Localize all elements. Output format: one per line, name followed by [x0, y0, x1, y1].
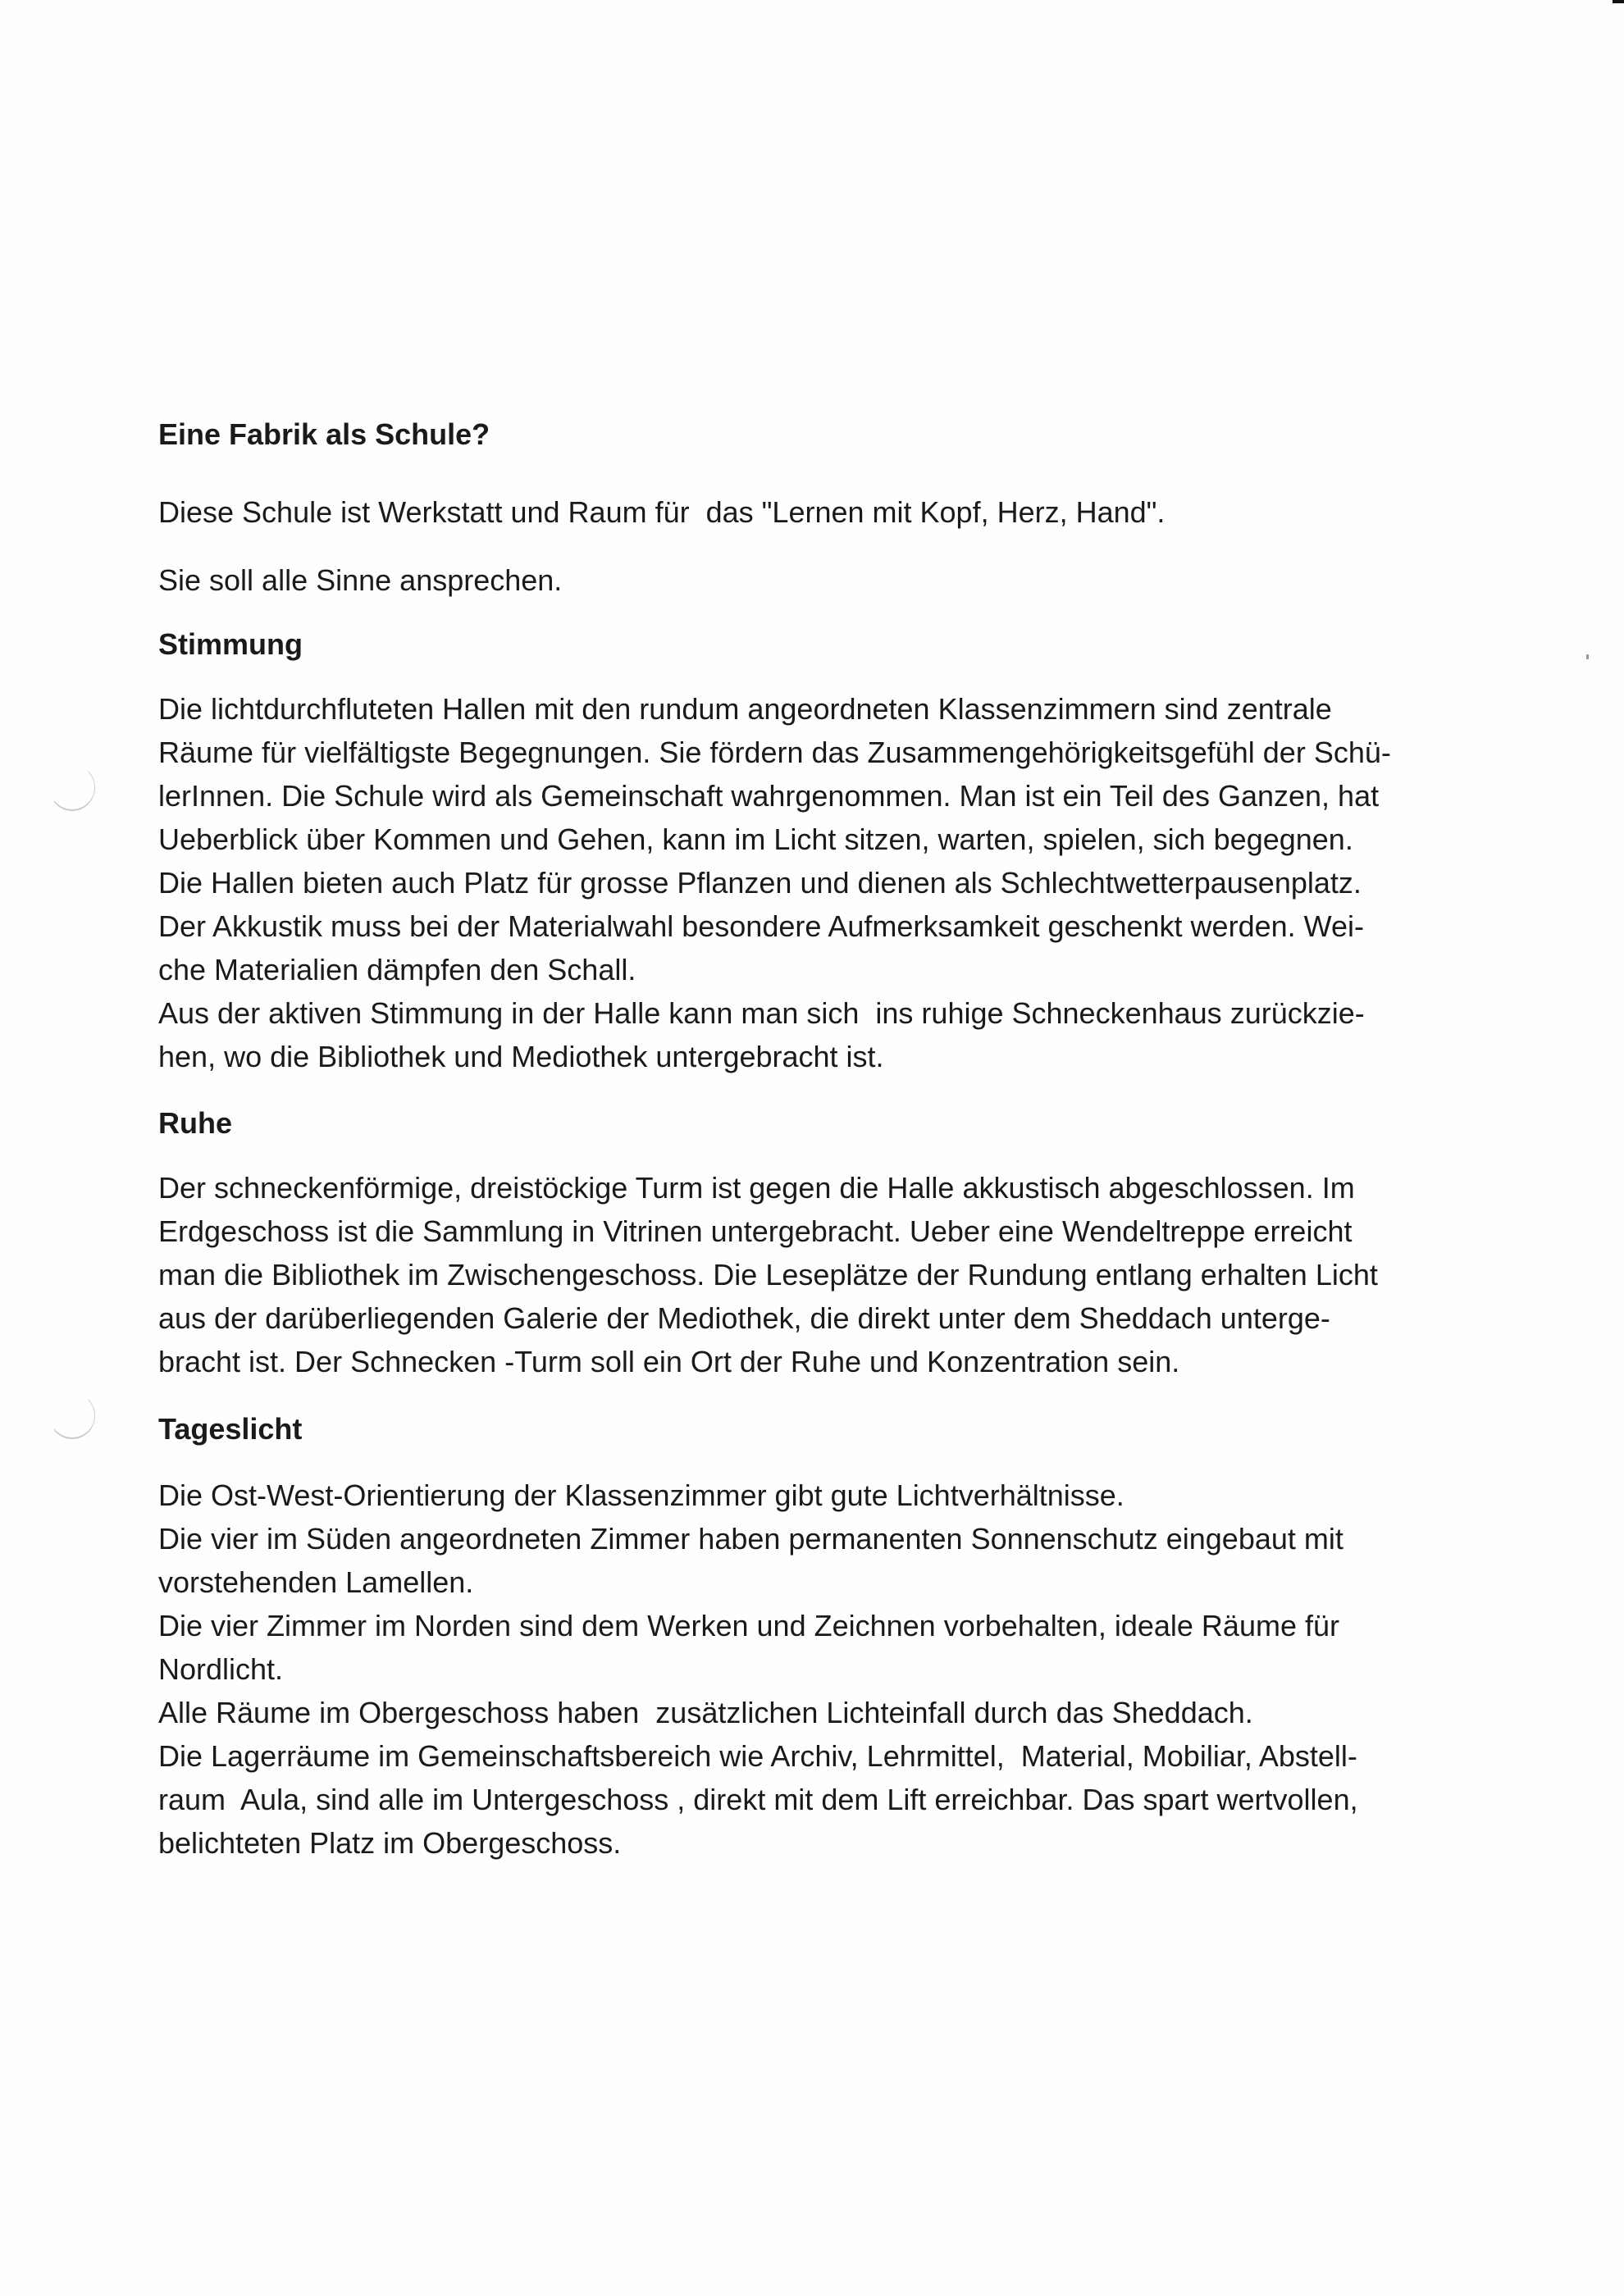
text-line: Die vier Zimmer im Norden sind dem Werken und Zeichnen vorbehalten, ideale Räume für	[158, 1609, 1339, 1642]
section-heading-ruhe: Ruhe	[158, 1106, 232, 1140]
text-line: Die Hallen bieten auch Platz für grosse Pflanzen und dienen als Schlechtwetterpausenplatz.	[158, 866, 1362, 900]
section-body-tageslicht	[158, 1474, 1358, 1865]
text-line: che Materialien dämpfen den Schall.	[158, 953, 636, 986]
text-line: Der Akkustik muss bei der Materialwahl besondere Aufmerksamkeit geschenkt werden. Wei-	[158, 909, 1364, 943]
text-line: Alle Räume im Obergeschoss haben zusätzlichen Lichteinfall durch das Sheddach.	[158, 1696, 1253, 1729]
text-line: raum Aula, sind alle im Untergeschoss , direkt mit dem Lift erreichbar. Das spart wertvollen,	[158, 1783, 1358, 1816]
punch-hole-mark-top	[49, 764, 95, 811]
text-line: bracht ist. Der Schnecken -Turm soll ein Ort der Ruhe und Konzentration sein.	[158, 1345, 1180, 1378]
section-heading-stimmung: Stimmung	[158, 627, 303, 661]
corner-mark	[1613, 0, 1624, 3]
text-line: Räume für vielfältigste Begegnungen. Sie fördern das Zusammengehörigkeitsgefühl der Schü-	[158, 736, 1391, 769]
text-line: Die Lagerräume im Gemeinschaftsbereich wie Archiv, Lehrmittel, Material, Mobiliar, Abstell-	[158, 1739, 1357, 1773]
section-body-stimmung	[158, 687, 1391, 1078]
text-line: Die vier im Süden angeordneten Zimmer haben permanenten Sonnenschutz eingebaut mit	[158, 1522, 1343, 1556]
document-title: Eine Fabrik als Schule?	[158, 417, 490, 451]
text-line: Die lichtdurchfluteten Hallen mit den rundum angeordneten Klassenzimmern sind zentrale	[158, 692, 1332, 726]
text-line: Nordlicht.	[158, 1652, 284, 1686]
scan-speck	[1586, 654, 1589, 659]
section-body-ruhe	[158, 1166, 1378, 1383]
punch-hole-mark-bottom	[49, 1392, 95, 1439]
text-line: hen, wo die Bibliothek und Mediothek untergebracht ist.	[158, 1040, 884, 1073]
intro-line: Sie soll alle Sinne ansprechen.	[158, 563, 563, 597]
text-line: Die Ost-West-Orientierung der Klassenzimmer gibt gute Lichtverhältnisse.	[158, 1478, 1124, 1512]
text-line: Der schneckenförmige, dreistöckige Turm ist gegen die Halle akkustisch abgeschlossen. Im	[158, 1171, 1355, 1205]
intro-line: Diese Schule ist Werkstatt und Raum für das "Lernen mit Kopf, Herz, Hand".	[158, 495, 1166, 529]
text-line: Ueberblick über Kommen und Gehen, kann im Licht sitzen, warten, spielen, sich begegnen.	[158, 822, 1353, 856]
text-line: lerInnen. Die Schule wird als Gemeinschaft wahrgenommen. Man ist ein Teil des Ganzen, hat	[158, 779, 1380, 813]
text-line: vorstehenden Lamellen.	[158, 1565, 474, 1599]
text-line: belichteten Platz im Obergeschoss.	[158, 1826, 622, 1860]
text-line: Erdgeschoss ist die Sammlung in Vitrinen untergebracht. Ueber eine Wendeltreppe erreicht	[158, 1214, 1353, 1248]
text-line: aus der darüberliegenden Galerie der Mediothek, die direkt unter dem Sheddach unterge-	[158, 1301, 1330, 1335]
text-line: man die Bibliothek im Zwischengeschoss. Die Leseplätze der Rundung entlang erhalten Licht	[158, 1258, 1378, 1292]
text-line: Aus der aktiven Stimmung in der Halle kann man sich ins ruhige Schneckenhaus zurückzie-	[158, 996, 1365, 1030]
section-heading-tageslicht: Tageslicht	[158, 1412, 303, 1446]
